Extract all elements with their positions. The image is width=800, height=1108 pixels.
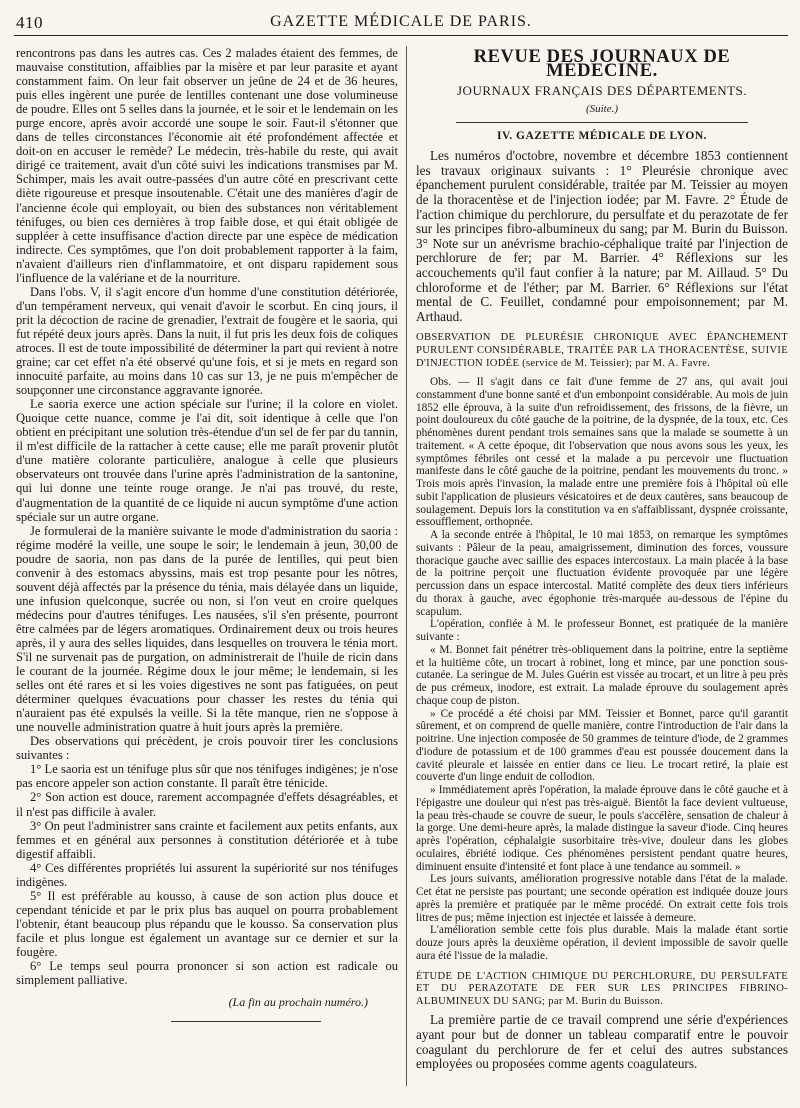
intro-paragraph: Les numéros d'octobre, novembre et décembre 1853 contiennent les travaux originaux suivants : 1° Pleurésie chronique avec épanchement purulent considérable, traitée par M. Teissier au moyen de la thoracentèse et de l'injection iodée; par M. Favre. 2° Étude de l'action chimique du perchlorure, du persulfate et du perazotate de fer sur les principes fibro-albumineux du sang; par M. Burin du Buisson. 3° Note sur un anévrisme brachio-céphalique traité par l'injection de perchlorure de fer; par M. Barrier. 4° Réflexions sur les accouchements qu'il faut confier à la nature; par M. Aillaud. 5° Du chloroforme et de l'éther; par M. Barrier. 6° Réflexions sur l'état mental de C. Feuillet, condamné pour empoisonnement; par M. Arthaud. bbox=[416, 148, 788, 324]
paragraph: Des observations qui précèdent, je crois pouvoir tirer les conclusions suivantes : bbox=[16, 734, 398, 763]
paragraph: Les jours suivants, amélioration progressive notable dans l'état de la malade. Cet état ne persiste pas pourtant; une seconde opération est indiquée douze jours après la première et pratiquée par le même procédé. On extrait cette fois trois litres de pus; même injection est injectée et laissée à demeure. bbox=[416, 873, 788, 924]
right-column bbox=[416, 46, 788, 1072]
paragraph: Je formulerai de la manière suivante le mode d'administration du saoria : régime modéré la veille, une soupe le soir; le lendemain à jeun, 30,00 de poudre de saoria, non pas dans de la purée de lentilles, qui peut bien convenir à des estomacs abyssins, mais est trop pesante pour les nôtres, souvent déjà affectés par la présence du ténia, mais délayée dans un liquide, une infusion quelconque, sucrée ou non, si l'on veut en croire quelques médecins pour d'autres ténifuges. Les nausées, s'il s'en présente, pourront être calmées par de légers aromatiques. Ordinairement deux ou trois heures après, il y aura des selles liquides, dans lesquelles on trouvera le ténia mort. S'il ne survenait pas de purgation, on administrerait de l'huile de ricin dans le courant de la journée. Régime doux le jour même; le lendemain, si les selles ont été rares et si les voies digestives ne sont pas fatiguées, on peut déterminer quelques évacuations pour chasser les restes du ténia qui n'auraient pas été expulsés la veille. Si la tête manque, rien ne s'oppose à une nouvelle administration quatre à huit jours après la première. bbox=[16, 523, 398, 735]
page-number: 410 bbox=[16, 13, 43, 32]
paragraph: L'opération, confiée à M. le professeur Bonnet, est pratiquée de la manière suivante : bbox=[416, 618, 788, 644]
continuation-note: (La fin au prochain numéro.) bbox=[228, 995, 368, 1010]
conclusion-item: 5° Il est préférable au kousso, à cause de son action plus douce et cependant ténicide et par le prix plus bas auquel on pourra probablement l'obtenir, étant beaucoup plus répandu que le kousso. Sa conservation plus facile et plus longue est également un avantage sur ce dernier et sur la fougère. bbox=[16, 888, 398, 959]
paragraph: rencontrons pas dans les autres cas. Ces 2 malades étaient des femmes, de mauvaise constitution, affaiblies par la misère et par leur parasite et ayant constamment faim. On leur fait observer un jeûne de 24 et de 36 heures, puis elles ingèrent une purée de lentilles contenant une dose volumineuse de poudre. Elles ont 5 selles dans la journée, et le soir et le lendemain on les purge encore, après avoir accordé une soupe le soir. Faut-il s'étonner que dans de telles circonstances l'économie ait été profondément affectée et doit-on en accuser le remède? Le médecin, très-habile du reste, qui avait dirigé ce traitement, avait d'un côté suivi les indications transmises par M. Schimper, mais les avait outre-passées d'un autre côté en prescrivant cette diète rigoureuse et presque insoutenable. C'était une des manières d'agir de l'ancienne école qui employait, ou bien des substances non véritablement ténifuges, ou bien ces dernières à trop faible dose, et qui était obligée de suppléer à cette insuffisance d'action directe par une espèce de médication indirecte. Ces symptômes, que l'on doit probablement rapporter à la faim, n'avaient d'ailleurs rien d'inflammatoire, et ont disparu rapidement sous l'influence de la valériane et de la nourriture. bbox=[16, 46, 398, 285]
etude-heading: ÉTUDE DE L'ACTION CHIMIQUE DU PERCHLORURE, DU PERSULFATE ET DU PERAZOTATE DE FER SUR LES PRINCIPES FIBRINO-ALBUMINEUX DU SANG; par M. Burin du Buisson. bbox=[416, 970, 788, 1007]
etude-section bbox=[416, 971, 788, 1072]
paragraph: Le saoria exerce une action spéciale sur l'urine; il la colore en violet. Quoique cette nuance, comme je l'ai dit, soit identique à celle que l'on obtient en précipitant une solution très-étendue d'un sel de fer par du tannin, il m'est difficile de la rattacher à cette cause; elle me paraît provenir plutôt d'une matière colorante particulière, analogue à celle que plusieurs observateurs ont trouvée dans l'urine après l'administration de la santonine, qui lui donne une teinte rouge orange. Je n'ai pas trouvé, du reste, d'augmentation de la quantité de ce liquide ni aucun symptôme d'une action spéciale sur un autre organe. bbox=[16, 397, 398, 524]
paragraph: La première partie de ce travail comprend une série d'expériences ayant pour but de donner un tableau comparatif entre le pouvoir coagulant du perchlorure de fer et celui des autres substances employées ou proposées comme agents coagulateurs. bbox=[416, 1012, 788, 1072]
footer-rule bbox=[171, 1021, 321, 1022]
column-divider bbox=[406, 46, 407, 1086]
suite-label: (Suite.) bbox=[585, 103, 619, 116]
title-rule bbox=[456, 122, 748, 123]
conclusion-item: 6° Le temps seul pourra prononcer si son action est radicale ou simplement palliative. bbox=[16, 959, 398, 988]
journal-title: GAZETTE MÉDICALE DE PARIS. bbox=[270, 13, 532, 30]
paragraph: » Immédiatement après l'opération, la malade éprouve dans le côté gauche et à l'épigastre une douleur qui n'est pas très-aiguë. Bientôt la face devient vultueuse, la peau très-chaude se couvre de sueur, le pouls s'accélère, sensation de chaleur à la gorge. Une demi-heure après, la malade distingue la saveur d'iode. Cinq heures après l'opération, céphalalgie susorbitaire très-vive, douleur dans les globes oculaires, ébriété iodique. Ces phénomènes persistent pendant quatre heures, diminuent ensuite d'intensité et font place à une tendance au sommeil. » bbox=[416, 784, 788, 873]
paragraph: A la seconde entrée à l'hôpital, le 10 mai 1853, on remarque les symptômes suivants : Pâleur de la peau, amaigrissement, diminution des forces, voussure thoracique gauche avec saillie des espaces intercostaux. La main placée à la base de la poitrine perçoit une fluctuation évidente provoquée par une légère percussion dans un espace intercostal. Matité complète des deux tiers inférieurs du thorax à gauche, avec égophonie très-marquée au-dessous de l'épine du scapulum. bbox=[416, 529, 788, 618]
observation-section bbox=[416, 332, 788, 962]
review-subtitle: JOURNAUX FRANÇAIS DES DÉPARTEMENTS. bbox=[457, 83, 747, 99]
paragraph: Obs. — Il s'agit dans ce fait d'une femme de 27 ans, qui avait joui constamment d'une bonne santé et d'un embonpoint considérable. Au mois de juin 1852 elle éprouva, à la suite d'un refroidissement, des frissons, de la fièvre, un point douloureux du côté gauche de la poitrine, de la dyspnée, de la toux, etc. Ces phénomènes durent pendant trois semaines sans que la malade se soumette à un traitement. « A cette époque, dit l'observation que nous avons sous les yeux, les symptômes fébriles ont cessé et la malade a pu percevoir une fluctuation manifeste dans le côté gauche de la poitrine, pendant les mouvements du tronc. » Trois mois après l'invasion, la malade entre une première fois à l'hôpital où elle subit l'application de plusieurs vésicatoires et de deux cautères, sans beaucoup de soulagement. Depuis lors la constitution va en s'affaiblissant, dyspnée croissante, essoufflement, orthopnée. bbox=[416, 376, 788, 529]
left-column bbox=[16, 46, 398, 1022]
paragraph: « M. Bonnet fait pénétrer très-obliquement dans la poitrine, entre la septième et la huitième côte, un trocart à robinet, long et mince, par une ponction sous-cutanée. La seringue de M. Jules Guérin est vissée au trocart, et un litre à peu près de pus crémeux, inodore, est extrait. La malade éprouve du soulagement après chaque coup de piston. bbox=[416, 643, 788, 707]
conclusion-item: 2° Son action est douce, rarement accompagnée d'effets désagréables, et il n'est pas difficile à avaler. bbox=[16, 790, 398, 819]
review-title: REVUE DES JOURNAUX DE MÉDECINE. bbox=[473, 47, 731, 82]
conclusion-item: 4° Ces différentes propriétés lui assurent la supériorité sur nos ténifuges indigènes. bbox=[16, 860, 398, 889]
paragraph: » Ce procédé a été choisi par MM. Teissier et Bonnet, parce qu'il garantit sûrement, et on comprend de quelle manière, contre l'introduction de l'air dans la poitrine. Une injection composée de 50 grammes de teinture d'iode, de 2 grammes d'iodure de potassium et de 100 grammes d'eau est poussée doucement dans la cavité pleurale et laissée en entier dans ce lieu. Le trocart retiré, la plaie est couverte d'un linge enduit de collodion. bbox=[416, 707, 788, 784]
conclusion-item: 3° On peut l'administrer sans crainte et facilement aux petits enfants, aux femmes et en général aux personnes à constitution détériorée et à tube digestif affaibli. bbox=[16, 818, 398, 861]
running-header bbox=[14, 10, 788, 36]
section-heading: IV. GAZETTE MÉDICALE DE LYON. bbox=[496, 130, 708, 143]
conclusion-item: 1° Le saoria est un ténifuge plus sûr que nos ténifuges indigènes; je n'ose pas encore appeler son action constante. Il paraît être ténicide. bbox=[16, 762, 398, 791]
paragraph: Dans l'obs. V, il s'agit encore d'un homme d'une constitution détériorée, d'un tempérament nerveux, qui venait d'avoir le scorbut. En cinq jours, il prit la décoction de racine de grenadier, l'extrait de fougère et le saoria, qui fut répété deux jours après. Dans la nuit, il fut pris les deux fois de coliques atroces. Il est de toute impossibilité de déterminer la part qui revient à notre graine; car cet effet n'a été observé qu'une fois, et si je mets en regard son innocuité parfaite, au moins dans 10 cas sur 13, je ne puis m'empêcher de soupçonner une circonstance aggravante ignorée. bbox=[16, 284, 398, 398]
observation-heading: OBSERVATION DE PLEURÉSIE CHRONIQUE AVEC ÉPANCHEMENT PURULENT CONSIDÉRABLE, TRAITÉE PAR LA THORACENTÈSE, SUIVIE D'INJECTION IODÉE (service de M. Teissier); par M. A. Favre. bbox=[416, 332, 788, 369]
paragraph: L'amélioration semble cette fois plus durable. Mais la malade étant sortie douze jours après la deuxième opération, il devient impossible de savoir quelle aura été l'issue de la maladie. bbox=[416, 924, 788, 962]
newspaper-page bbox=[14, 10, 788, 1098]
